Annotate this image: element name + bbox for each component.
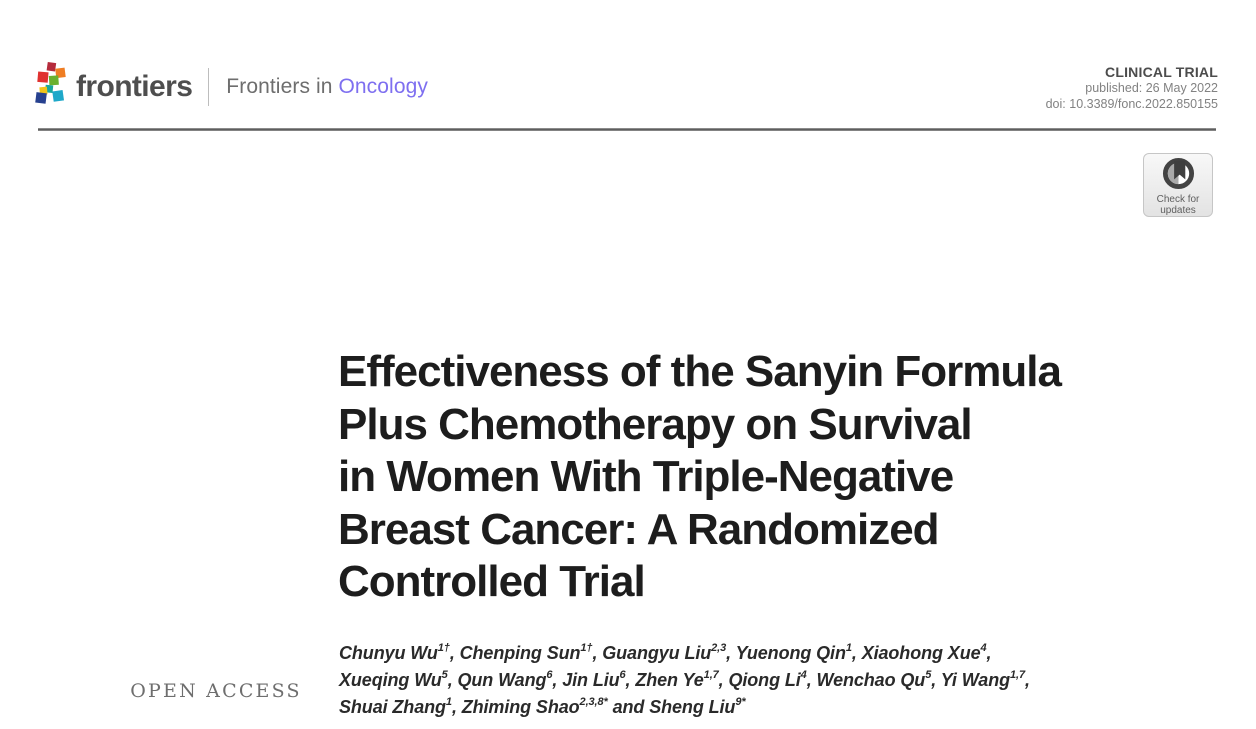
author-line-1: Chunyu $Wu^{1\dagger}$, Chenping Sun$^{1\dagger}$, Guangyu Liu$^{2,3}$, Yuenong Qin$^1$, Xiaohong Xue$^4$,	[339, 642, 992, 663]
crossmark-icon	[1162, 157, 1195, 190]
check-for-updates-badge[interactable]	[1143, 153, 1213, 217]
header-rule	[38, 128, 1216, 131]
published-date: published: 26 May 2022	[1085, 81, 1218, 95]
doi: doi: 10.3389/fonc.2022.850155	[1045, 96, 1218, 111]
journal-masthead	[34, 60, 428, 114]
title-line-3: in Women With Triple-Negative	[338, 452, 954, 501]
frontiers-wordmark: frontiers	[76, 70, 193, 103]
title-line-1: Effectiveness of the Sanyin Formula	[338, 347, 1061, 396]
masthead-divider	[208, 68, 209, 106]
title-line-5: Controlled Trial	[338, 557, 645, 606]
journal-title-prefix: Frontiers in	[226, 75, 339, 98]
title-line-2: Plus Chemotherapy on Survival	[338, 399, 972, 449]
journal-title-name: Oncology	[338, 75, 428, 98]
title-line-4: Breast Cancer: A Randomized	[338, 504, 939, 554]
open-access-label: OPEN ACCESS	[130, 680, 302, 702]
article-meta	[1046, 64, 1218, 112]
check-badge-line1: Check for	[1156, 194, 1200, 205]
article-title	[338, 346, 1218, 609]
author-list	[339, 640, 1059, 721]
check-badge-text	[1144, 194, 1212, 216]
journal-title	[226, 75, 428, 99]
frontiers-logo-icon	[34, 61, 68, 113]
author-line-2: Xueqing Wu$^5$, Qun Wang$^6$, Jin Liu$^6$, Zhen Ye$^{1,7}$, Qiong Li$^4$, Wenchao Qu$^5$, Yi Wang$^{1,7}$,	[339, 669, 1030, 690]
check-badge-line2: updates	[1160, 205, 1196, 216]
article-type-label: CLINICAL TRIAL	[1105, 64, 1218, 80]
author-line-3: Shuai Zhang$^1$, Zhiming Shao$^{2,3,8*}$ and Sheng Liu$^{9*}$	[339, 696, 746, 717]
